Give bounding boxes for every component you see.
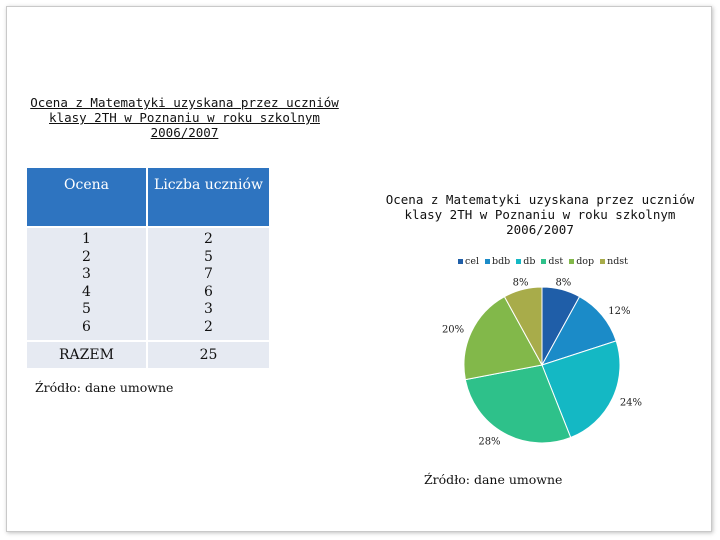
header-student-count: Liczba uczniów [148,168,269,226]
count-list: 2 5 7 6 3 2 [148,228,269,340]
pie-data-label: 8% [512,277,529,289]
grade-list: 1 2 3 4 5 6 [27,228,148,340]
legend-label: db [523,256,536,267]
pie-data-label: 20% [441,324,465,336]
table-title: Ocena z Matematyki uzyskana przez uczniów klasy 2TH w Poznaniu w roku szkolnym 2006/2007 [30,95,339,140]
source-note-left: Źródło: dane umowne [35,380,174,395]
total-label: RAZEM [27,342,148,368]
legend-label: ndst [607,256,628,267]
pie-data-label: 8% [555,277,572,289]
legend-label: bdb [491,256,511,267]
pie-data-label: 28% [478,436,501,448]
legend-label: dst [548,256,564,267]
header-grade: Ocena [27,168,148,226]
legend-label: dop [576,256,595,267]
pie-data-label: 12% [608,306,631,318]
pie-data-label: 24% [619,397,643,409]
source-note-right: Źródło: dane umowne [424,472,563,487]
total-value: 25 [148,342,269,368]
legend-label: cel [465,256,479,267]
chart-title: Ocena z Matematyki uzyskana przez uczniów klasy 2TH w Poznaniu w roku szkolnym 2006/2007 [385,192,695,237]
